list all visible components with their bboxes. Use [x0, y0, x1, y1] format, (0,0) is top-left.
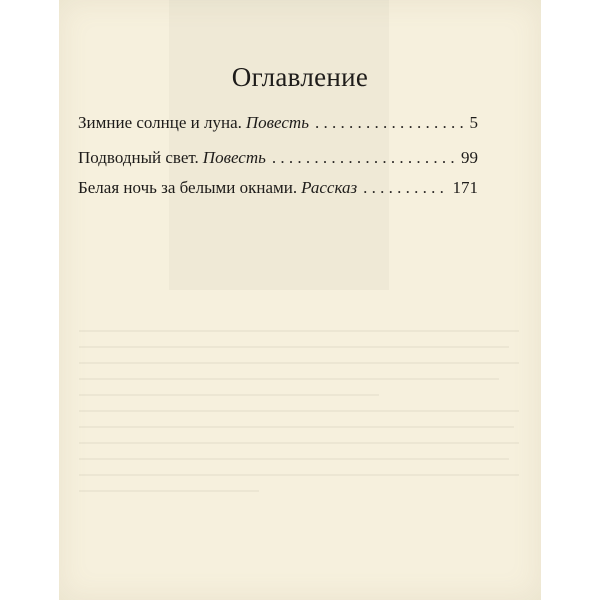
book-page — [59, 0, 541, 600]
bleed-through-line — [79, 458, 509, 460]
bleed-through-line — [79, 330, 519, 332]
toc-entry[interactable] — [78, 113, 478, 133]
toc-entry-genre: Повесть — [245, 113, 309, 132]
bleed-through-line — [79, 426, 514, 428]
bleed-through-line — [79, 410, 519, 412]
toc-heading: Оглавление — [231, 62, 369, 92]
toc-entry-title: Зимние солнце и луна. — [78, 113, 242, 132]
bleed-through-line — [79, 362, 519, 364]
toc-entry-genre: Рассказ — [301, 178, 358, 197]
bleed-through-line — [79, 394, 379, 396]
bleed-through-line — [79, 378, 499, 380]
toc-entry-page-number: 5 — [469, 113, 478, 132]
toc-entry[interactable] — [78, 178, 478, 198]
toc-entry-page-number: 171 — [452, 178, 478, 197]
bleed-through-illustration — [169, 0, 389, 290]
toc-entry[interactable] — [78, 148, 478, 168]
bleed-through-line — [79, 490, 259, 492]
toc-entry-title: Подводный свет. — [78, 148, 199, 167]
toc-entry-page-number: 99 — [461, 148, 478, 167]
toc-entry-title: Белая ночь за белыми окнами. — [78, 178, 298, 197]
toc-dot-leader — [272, 148, 455, 168]
bleed-through-line — [79, 346, 509, 348]
toc-dot-leader — [315, 113, 464, 133]
bleed-through-line — [79, 442, 519, 444]
toc-entry-genre: Повесть — [202, 148, 266, 167]
toc-dot-leader — [363, 178, 446, 198]
bleed-through-line — [79, 474, 519, 476]
